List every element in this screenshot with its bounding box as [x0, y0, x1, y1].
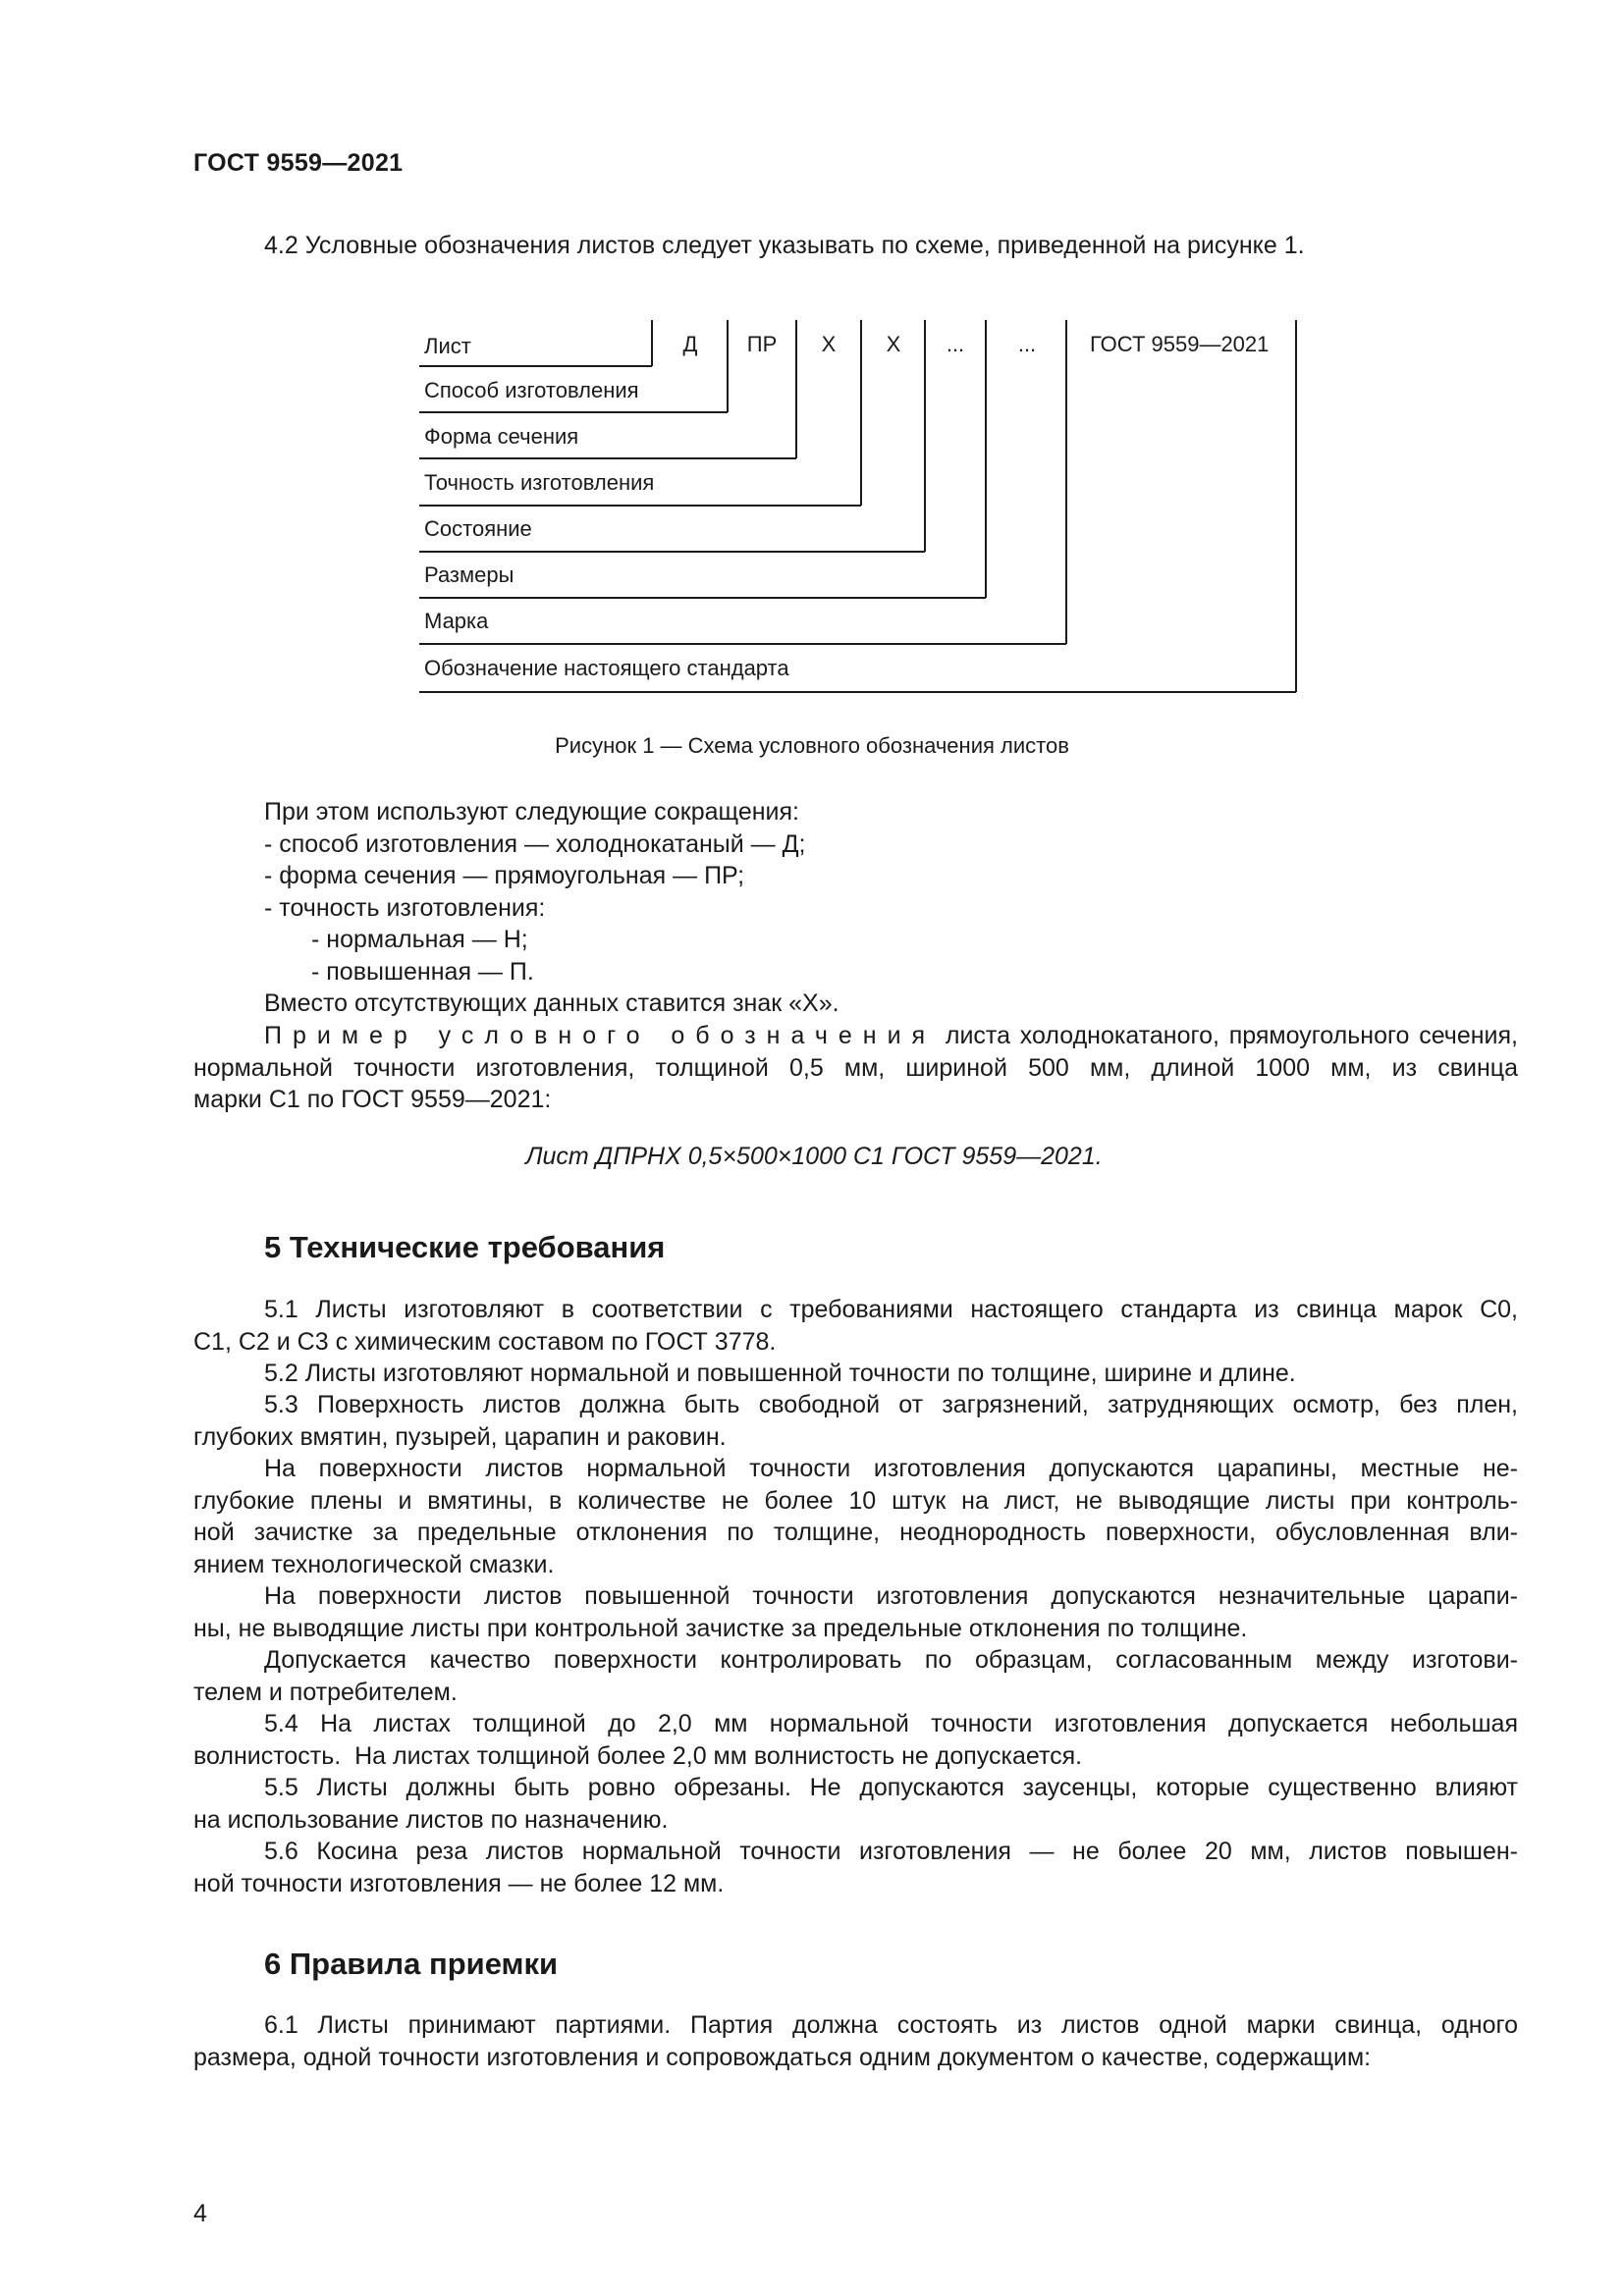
- label-accuracy: Точность изготовления: [424, 470, 655, 495]
- example-formula: Лист ДПРНХ 0,5×500×1000 С1 ГОСТ 9559—2021.: [525, 1143, 1103, 1170]
- example-line-3: марки С1 по ГОСТ 9559—2021:: [193, 1086, 552, 1113]
- example-word: Пример условного обозначения: [264, 1022, 937, 1049]
- example-line-2: нормальной точности изготовления, толщиной 0,5 мм, шириной 500 мм, длиной 1000 мм, из свинца: [193, 1053, 1518, 1082]
- clause-5-6: 5.6 Косина реза листов нормальной точности изготовления — не более 20 мм, листов повышен- ной точности изготовления — не более 12 мм.: [193, 1838, 1518, 1897]
- label-standard: Обозначение настоящего стандарта: [424, 656, 789, 680]
- section-6-title: 6 Правила приемки: [264, 1947, 559, 1981]
- code-d: Д: [682, 332, 698, 356]
- abbrev-item-method: - способ изготовления — холоднокатаный — Д;: [264, 830, 806, 858]
- code-standard: ГОСТ 9559—2021: [1090, 332, 1270, 356]
- example-paragraph: [193, 1020, 1518, 1116]
- code-ellipsis-1: ...: [946, 332, 965, 356]
- label-state: Состояние: [424, 516, 532, 541]
- paragraph-normal-accuracy: На поверхности листов нормальной точности изготовления допускаются царапины, местные не- глубокие плены и вмятины, в количестве не более 10 штук на лист, не выводящие листы при контроль- ной зачистке за предельные отклонения по толщине, неоднородность поверхности, обусловленная вли- янием технологической смазки.: [193, 1455, 1518, 1578]
- label-method: Способ изготовления: [424, 378, 639, 402]
- label-list: Лист: [424, 334, 471, 358]
- designation-diagram: [0, 0, 1624, 746]
- abbrev-item-shape: - форма сечения — прямоугольная — ПР;: [264, 862, 745, 889]
- section-5-title: 5 Технические требования: [264, 1230, 666, 1264]
- figure-caption: Рисунок 1 — Схема условного обозначения листов: [555, 733, 1069, 758]
- abbrev-missing-data: Вместо отсутствующих данных ставится знак «Х».: [264, 989, 839, 1017]
- abbrev-sub-normal: - нормальная — Н;: [311, 926, 528, 953]
- abbrev-item-accuracy: - точность изготовления:: [264, 894, 546, 922]
- code-x-2: Х: [886, 332, 901, 356]
- example-line-1: Пример условного обозначения листа холоднокатаного, прямоугольного сечения,: [264, 1022, 1518, 1049]
- label-sizes: Размеры: [424, 562, 514, 587]
- clause-5-1: 5.1 Листы изготовляют в соответствии с требованиями настоящего стандарта из свинца марок С0, С1, С2 и С3 с химическим составом по ГОСТ 3778.: [193, 1296, 1518, 1356]
- diagram-lines: [0, 0, 1624, 746]
- abbrev-lead: При этом используют следующие сокращения:: [264, 798, 799, 826]
- clause-4-2: 4.2 Условные обозначения листов следует указывать по схеме, приведенной на рисунке 1.: [264, 232, 1305, 259]
- clause-5-3: 5.3 Поверхность листов должна быть свободной от загрязнений, затрудняющих осмотр, без плен, глубоких вмятин, пузырей, царапин и раковин.: [193, 1391, 1518, 1451]
- clause-5-4: 5.4 На листах толщиной до 2,0 мм нормальной точности изготовления допускается небольшая волнистость. На листах толщиной более 2,0 мм волнистость не допускается.: [193, 1710, 1518, 1770]
- code-pr: ПР: [746, 332, 778, 356]
- label-grade: Марка: [424, 609, 489, 633]
- page-number: 4: [193, 2200, 207, 2227]
- document-header: ГОСТ 9559—2021: [193, 149, 404, 177]
- paragraph-samples: Допускается качество поверхности контролировать по образцам, согласованным между изготови- телем и потребителем.: [193, 1646, 1518, 1706]
- code-ellipsis-2: ...: [1017, 332, 1037, 356]
- clause-5-2: 5.2 Листы изготовляют нормальной и повышенной точности по толщине, ширине и длине.: [264, 1360, 1296, 1387]
- clause-5-5: 5.5 Листы должны быть ровно обрезаны. Не допускаются заусенцы, которые существенно влияют на использование листов по назначению.: [193, 1774, 1518, 1834]
- paragraph-high-accuracy: На поверхности листов повышенной точности изготовления допускаются незначительные царапи- ны, не выводящие листы при контрольной зачистке за предельные отклонения по толщине.: [193, 1582, 1518, 1642]
- label-shape: Форма сечения: [424, 424, 579, 449]
- code-x-1: Х: [821, 332, 837, 356]
- clause-6-1: 6.1 Листы принимают партиями. Партия должна состоять из листов одной марки свинца, одного размера, одной точности изготовления и сопровождаться одним документом о качестве, содержащим:: [193, 2011, 1518, 2071]
- abbrev-sub-high: - повышенная — П.: [311, 958, 534, 986]
